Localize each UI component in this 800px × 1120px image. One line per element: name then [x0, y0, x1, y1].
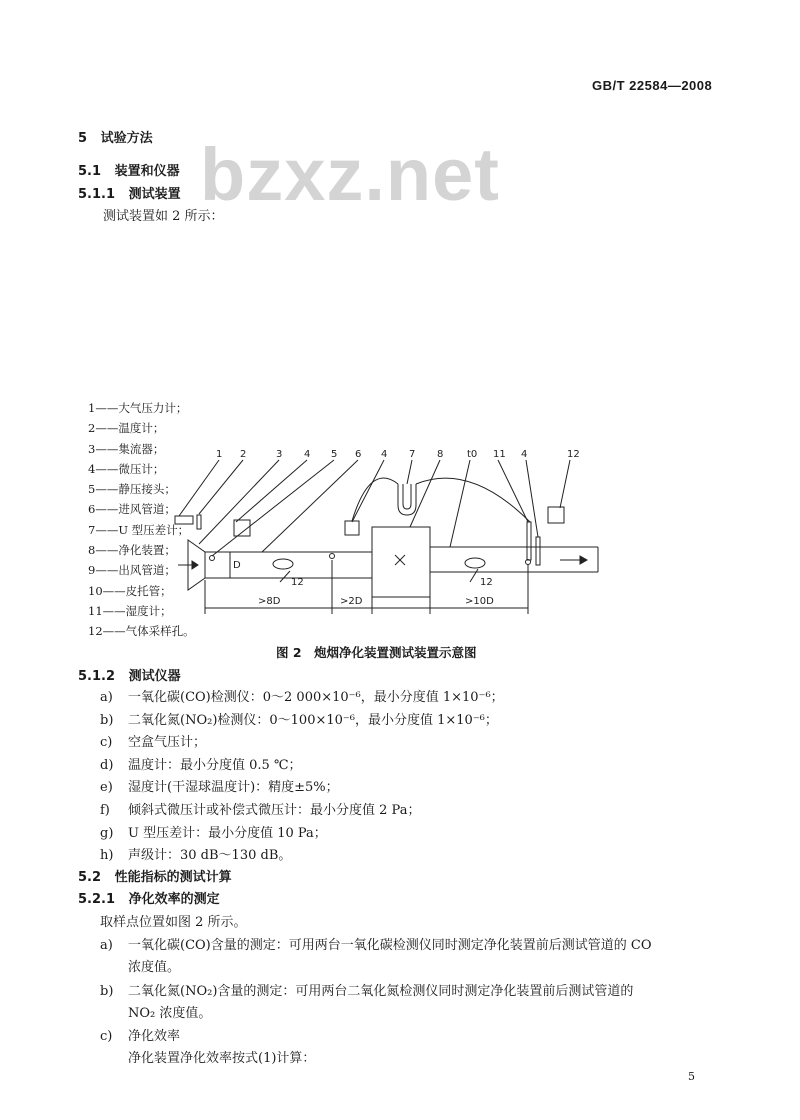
section-number: 5.2	[78, 870, 102, 885]
dimension-label: >2D	[340, 596, 363, 607]
callout-label: 2	[240, 449, 247, 460]
callout-label: 11	[493, 449, 506, 460]
list-label: g)	[100, 825, 114, 841]
list-text: 净化效率	[128, 1029, 181, 1044]
list-text: 空盒气压计；	[128, 735, 207, 751]
instrument-list	[100, 687, 504, 868]
list-text: 一氧化碳(CO)检测仪：0～2 000×10⁻⁶，最小分度值 1×10⁻⁶；	[128, 690, 504, 705]
list-label: h)	[100, 848, 114, 864]
list-label: e)	[100, 780, 113, 796]
callout-label: 1	[216, 449, 223, 460]
no2-measure-line1	[100, 980, 633, 999]
section-number: 5.2.1	[78, 892, 116, 907]
list-text: 二氧化氮(NO₂)检测仪：0～100×10⁻⁶，最小分度值 1×10⁻⁶；	[128, 712, 498, 728]
dimension-label: >10D	[465, 596, 494, 607]
list-item	[100, 710, 504, 733]
efficiency-formula-text: 净化装置净化效率按式(1)计算：	[128, 1051, 316, 1066]
section-number: 5	[78, 131, 88, 146]
section-5-1-1-heading	[78, 183, 181, 202]
list-item	[100, 823, 504, 846]
list-label: c)	[100, 735, 113, 751]
legend-item: 9——出风管道；	[88, 563, 176, 578]
callout-label: 3	[276, 449, 283, 460]
legend-item: 1——大气压力计；	[88, 401, 188, 415]
legend-item: 7——U 型压差计；	[88, 522, 190, 537]
legend-item: 11——湿度计；	[88, 603, 172, 618]
figure-intro-text: 测试装置如 2 所示：	[103, 209, 224, 224]
list-item	[100, 800, 504, 823]
section-5-1-heading	[78, 160, 180, 179]
list-text: 温度计：最小分度值 0.5 ℃；	[128, 757, 302, 773]
section-title: 测试仪器	[128, 669, 181, 684]
callout-label: 5	[331, 449, 338, 460]
list-text: U 型压差计：最小分度值 10 Pa；	[128, 825, 327, 841]
callout-label: 4	[521, 449, 528, 460]
section-5-2-1-heading	[78, 888, 220, 907]
callout-label: 12	[480, 577, 493, 588]
list-item	[100, 687, 504, 710]
list-item	[100, 777, 504, 800]
legend-item: 5——静压接头；	[88, 482, 176, 497]
callout-label: 4	[381, 449, 388, 460]
callout-label: 4	[304, 449, 311, 460]
dimension-label: D	[233, 560, 241, 571]
legend-item: 12——气体采样孔。	[88, 624, 195, 639]
legend-item: 8——净化装置；	[88, 543, 176, 558]
list-label: f)	[100, 802, 110, 818]
list-label: b)	[100, 712, 114, 728]
callout-label: 8	[437, 449, 444, 460]
legend-item: 2——温度计；	[88, 421, 165, 436]
dimension-label: >8D	[258, 596, 281, 607]
list-item	[100, 732, 504, 755]
section-5-heading	[78, 127, 153, 146]
section-5-1-2-heading	[78, 665, 181, 684]
legend-item: 4——微压计；	[88, 461, 165, 476]
figure-caption: 图 2 炮烟净化装置测试装置示意图	[276, 645, 477, 660]
co-measure-line1	[100, 934, 652, 953]
callout-label: t0	[467, 449, 478, 460]
legend-item: 6——进风管道；	[88, 502, 176, 517]
section-title: 净化效率的测定	[128, 892, 220, 907]
list-item	[100, 755, 504, 778]
list-text: 声级计：30 dB～130 dB。	[128, 848, 292, 864]
watermark: bzxz.net	[200, 133, 500, 216]
legend-item: 3——集流器；	[88, 441, 165, 456]
section-5-2-heading	[78, 866, 232, 885]
co-measure-line2: 浓度值。	[128, 960, 181, 975]
page-number: 5	[688, 1070, 695, 1083]
no2-measure-line2: NO₂ 浓度值。	[128, 1006, 212, 1021]
section-title: 装置和仪器	[114, 164, 180, 179]
list-text: 湿度计(干湿球温度计)：精度±5%；	[128, 780, 339, 796]
callout-label: 12	[291, 577, 304, 588]
section-title: 性能指标的测试计算	[114, 870, 232, 885]
callout-label: 12	[567, 449, 580, 460]
list-label: d)	[100, 757, 114, 773]
callout-label: 7	[409, 449, 416, 460]
section-number: 5.1.1	[78, 187, 116, 202]
sampling-position-text: 取样点位置如图 2 所示。	[100, 915, 247, 930]
list-text: 倾斜式微压计或补偿式微压计：最小分度值 2 Pa；	[128, 802, 421, 818]
section-number: 5.1.2	[78, 669, 116, 684]
list-text: 二氧化氮(NO₂)含量的测定：可用两台二氧化氮检测仪同时测定净化装置前后测试管道的	[128, 984, 634, 999]
standard-number: GB/T 22584—2008	[592, 78, 713, 93]
efficiency-item	[100, 1025, 180, 1044]
list-item	[100, 845, 504, 868]
section-title: 试验方法	[100, 131, 153, 146]
callout-label: 6	[355, 449, 362, 460]
list-label: c)	[100, 1029, 113, 1044]
list-label: a)	[100, 938, 113, 953]
figure-legend	[88, 398, 195, 642]
list-label: b)	[100, 984, 114, 999]
legend-item: 10——皮托管；	[88, 583, 172, 598]
list-label: a)	[100, 690, 113, 705]
section-title: 测试装置	[128, 187, 181, 202]
list-text: 一氧化碳(CO)含量的测定：可用两台一氧化碳检测仪同时测定净化装置前后测试管道的 CO	[128, 938, 652, 953]
section-number: 5.1	[78, 164, 102, 179]
